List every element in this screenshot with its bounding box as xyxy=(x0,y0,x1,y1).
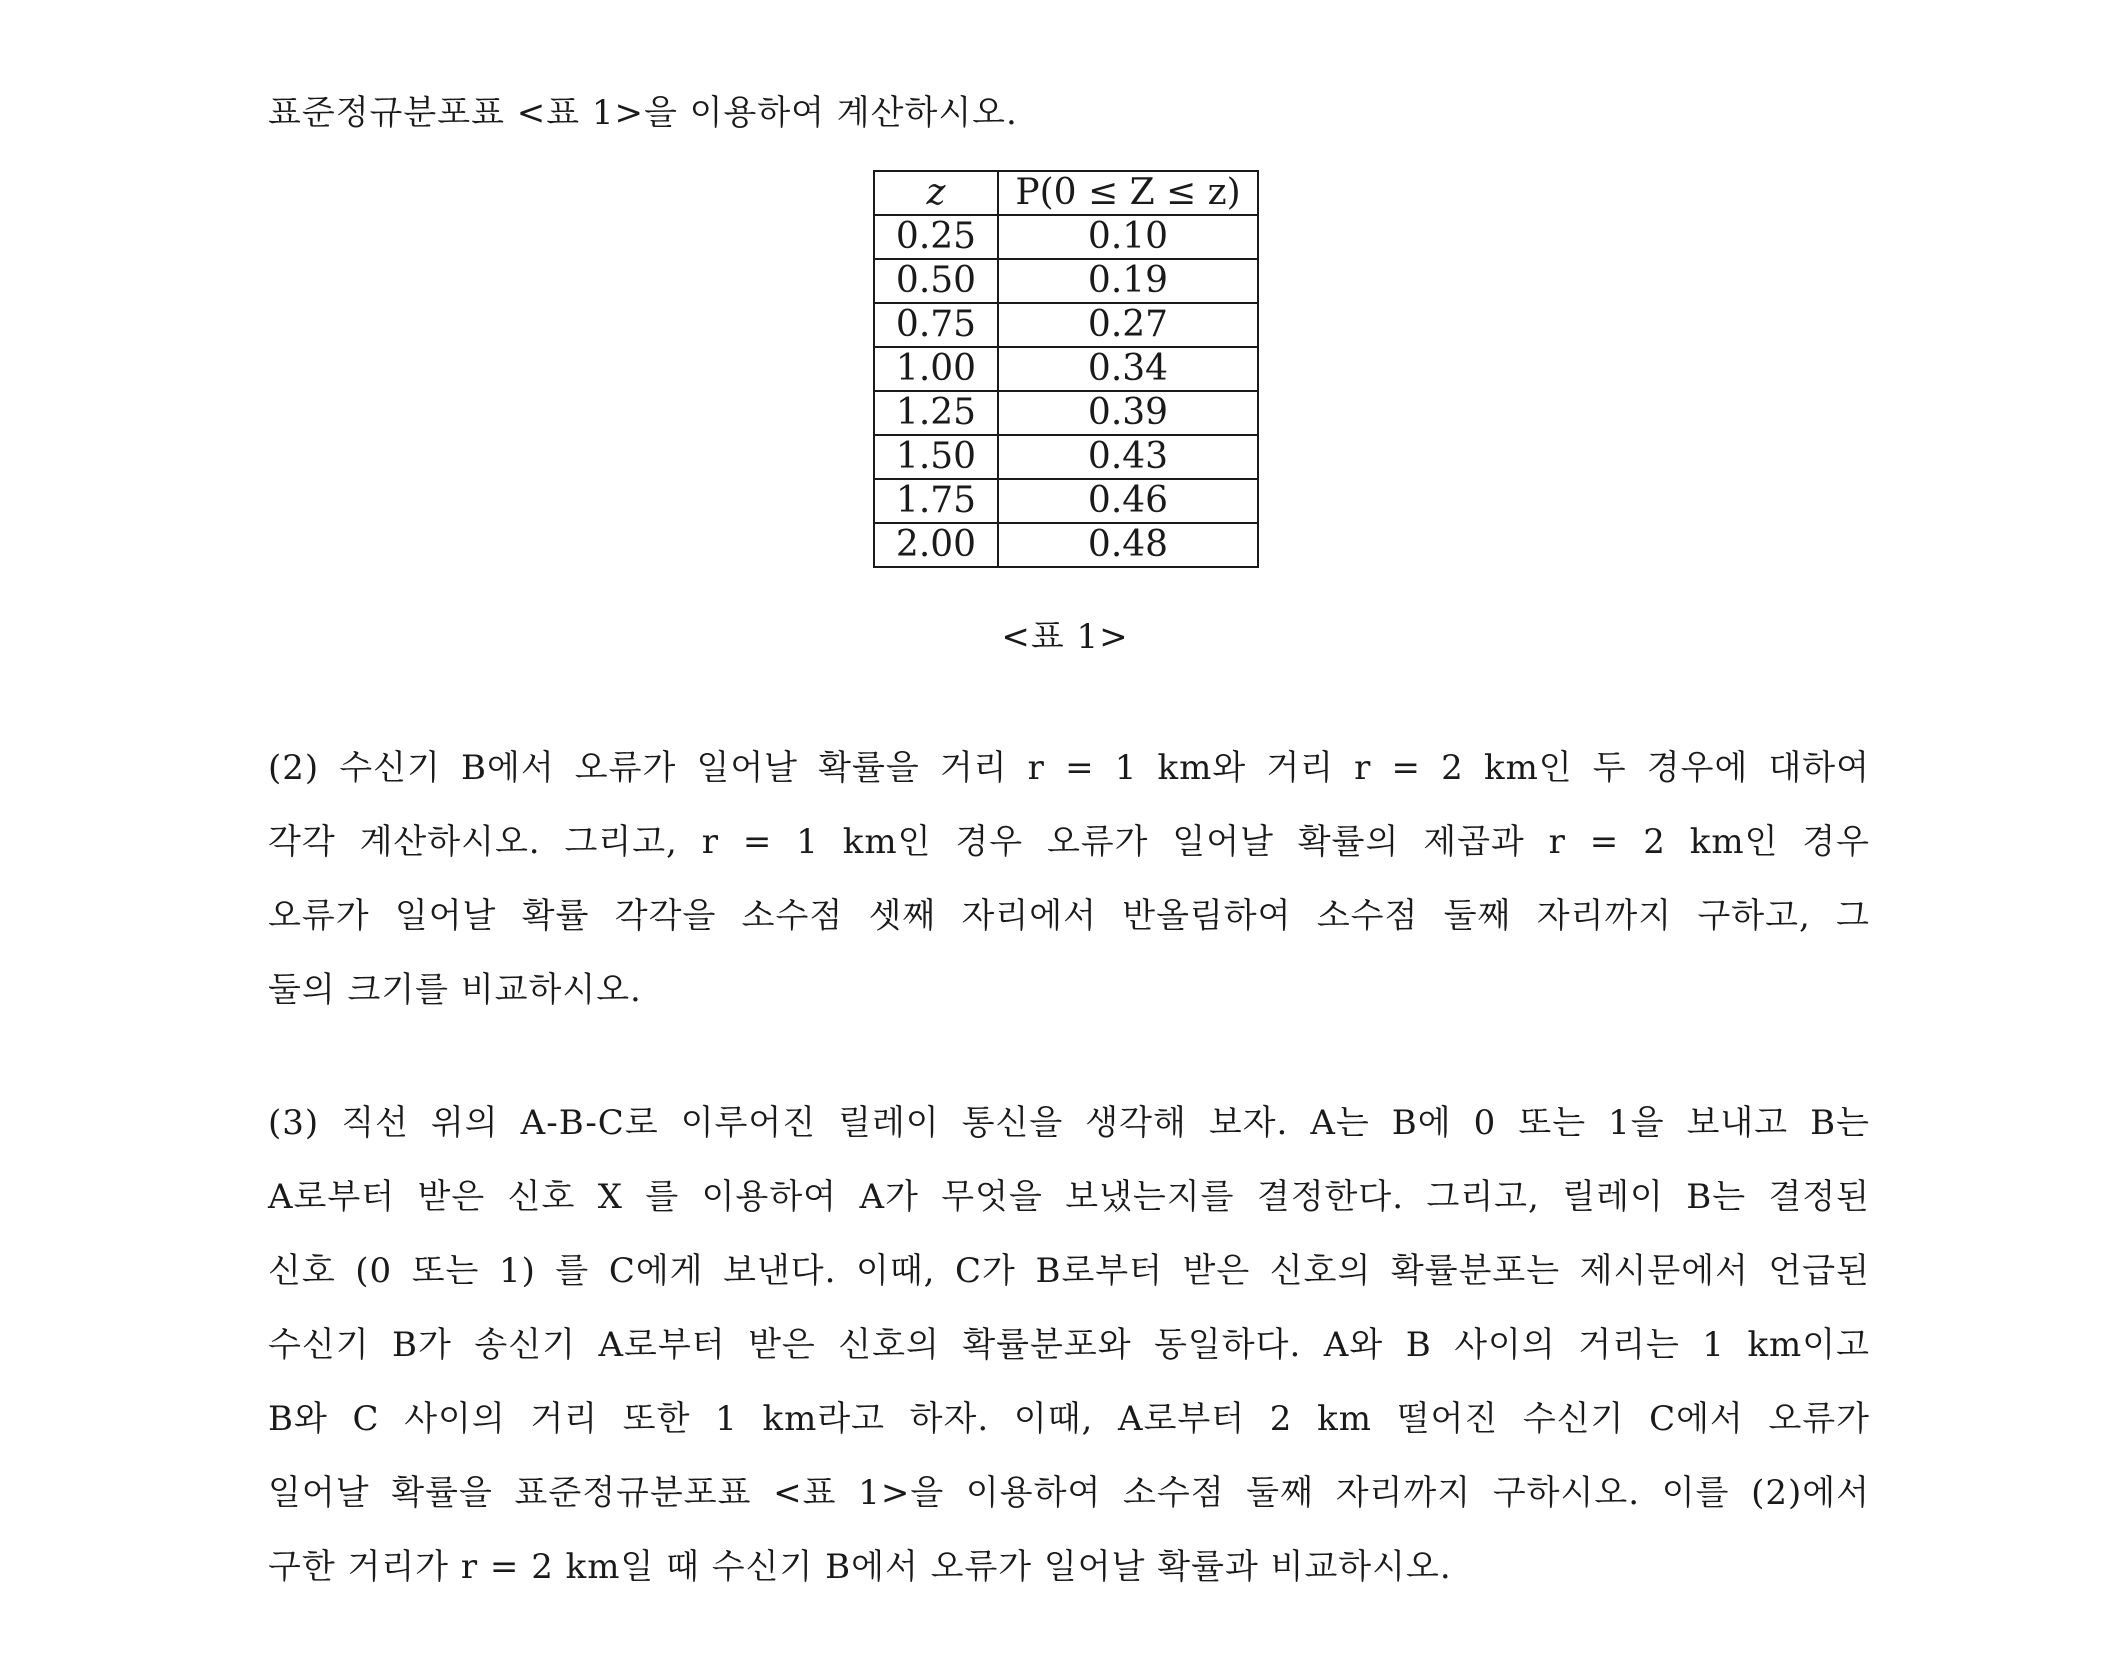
table-row xyxy=(874,391,1258,435)
cell-z: 0.50 xyxy=(874,259,998,303)
cell-z: 1.75 xyxy=(874,479,998,523)
document-page xyxy=(268,0,1870,1663)
cell-z: 2.00 xyxy=(874,523,998,567)
question-3-line: 수신기 B가 송신기 A로부터 받은 신호의 확률분포와 동일하다. A와 B 사이의 거리는 1 km이고 xyxy=(268,1325,1870,1365)
cell-z: 1.00 xyxy=(874,347,998,391)
question-2-line: 오류가 일어날 확률 각각을 소수점 셋째 자리에서 반올림하여 소수점 둘째 자리까지 구하고, 그 xyxy=(268,896,1870,936)
cell-p: 0.39 xyxy=(998,391,1258,435)
cell-p: 0.48 xyxy=(998,523,1258,567)
table-header-row xyxy=(874,171,1258,215)
header-z: z xyxy=(874,171,998,215)
standard-normal-table xyxy=(873,170,1259,568)
table-caption: <표 1> xyxy=(1001,617,1129,657)
table-row xyxy=(874,435,1258,479)
question-3-line: (3) 직선 위의 A-B-C로 이루어진 릴레이 통신을 생각해 보자. A는 B에 0 또는 1을 보내고 B는 xyxy=(268,1103,1870,1143)
question-3-line: 일어날 확률을 표준정규분포표 <표 1>을 이용하여 소수점 둘째 자리까지 구하시오. 이를 (2)에서 xyxy=(268,1473,1870,1513)
question-3-line: 신호 (0 또는 1) 를 C에게 보낸다. 이때, C가 B로부터 받은 신호의 확률분포는 제시문에서 언급된 xyxy=(268,1251,1870,1291)
header-probability: P(0 ≤ Z ≤ z) xyxy=(998,171,1258,215)
cell-z: 0.75 xyxy=(874,303,998,347)
question-3-line: 구한 거리가 r = 2 km일 때 수신기 B에서 오류가 일어날 확률과 비교하시오. xyxy=(268,1547,1452,1587)
question-3-line: B와 C 사이의 거리 또한 1 km라고 하자. 이때, A로부터 2 km 떨어진 수신기 C에서 오류가 xyxy=(268,1399,1870,1439)
question-2 xyxy=(268,731,1870,1027)
cell-z: 1.50 xyxy=(874,435,998,479)
question-2-line: (2) 수신기 B에서 오류가 일어날 확률을 거리 r = 1 km와 거리 r = 2 km인 두 경우에 대하여 xyxy=(268,748,1870,788)
cell-p: 0.46 xyxy=(998,479,1258,523)
cell-p: 0.10 xyxy=(998,215,1258,259)
question-2-line: 둘의 크기를 비교하시오. xyxy=(268,970,642,1010)
standard-normal-table-wrap xyxy=(873,170,1259,568)
cell-p: 0.19 xyxy=(998,259,1258,303)
cell-p: 0.34 xyxy=(998,347,1258,391)
cell-p: 0.27 xyxy=(998,303,1258,347)
table-row xyxy=(874,215,1258,259)
table-row xyxy=(874,303,1258,347)
cell-z: 0.25 xyxy=(874,215,998,259)
question-2-line: 각각 계산하시오. 그리고, r = 1 km인 경우 오류가 일어날 확률의 제곱과 r = 2 km인 경우 xyxy=(268,822,1870,862)
question-3-line: A로부터 받은 신호 X 를 이용하여 A가 무엇을 보냈는지를 결정한다. 그리고, 릴레이 B는 결정된 xyxy=(268,1177,1870,1217)
table-row xyxy=(874,479,1258,523)
table-row xyxy=(874,259,1258,303)
cell-z: 1.25 xyxy=(874,391,998,435)
table-row xyxy=(874,523,1258,567)
question-3 xyxy=(268,1086,1870,1604)
intro-text: 표준정규분포표 <표 1>을 이용하여 계산하시오. xyxy=(268,93,1018,133)
cell-p: 0.43 xyxy=(998,435,1258,479)
table-row xyxy=(874,347,1258,391)
